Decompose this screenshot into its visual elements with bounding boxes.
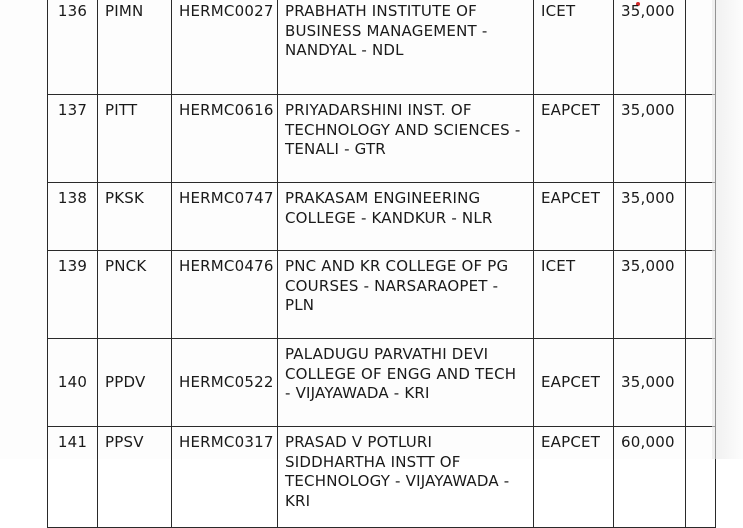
college-name: PRABHATH INSTITUTE OF BUSINESS MANAGEMENT - NANDYAL - NDL <box>278 0 534 95</box>
table-row <box>48 427 716 528</box>
hermc-code: HERMC0317 <box>172 427 278 528</box>
entrance-exam: EAPCET <box>534 183 614 251</box>
fee-amount: 35,000 <box>614 251 686 339</box>
empty-cell <box>686 183 716 251</box>
entrance-exam: EAPCET <box>534 339 614 427</box>
serial-number: 136 <box>48 0 98 95</box>
serial-number: 138 <box>48 183 98 251</box>
fee-amount: 60,000 <box>614 427 686 528</box>
table-row <box>48 183 716 251</box>
serial-number: 141 <box>48 427 98 528</box>
institute-code: PIMN <box>98 0 172 95</box>
hermc-code: HERMC0027 <box>172 0 278 95</box>
entrance-exam: ICET <box>534 0 614 95</box>
serial-number: 140 <box>48 339 98 427</box>
college-name: PRIYADARSHINI INST. OF TECHNOLOGY AND SCIENCES - TENALI - GTR <box>278 95 534 183</box>
institute-code: PPSV <box>98 427 172 528</box>
institute-code: PKSK <box>98 183 172 251</box>
serial-number: 139 <box>48 251 98 339</box>
table-row <box>48 339 716 427</box>
fee-amount: 35,000 <box>614 95 686 183</box>
table-row <box>48 0 716 95</box>
empty-cell <box>686 427 716 528</box>
fee-amount: 35,000 <box>614 339 686 427</box>
empty-cell <box>686 339 716 427</box>
table-row <box>48 95 716 183</box>
college-fee-table <box>47 0 716 528</box>
table-row <box>48 251 716 339</box>
page-edge-shadow <box>712 0 743 459</box>
fee-amount: 35,000 <box>614 0 686 95</box>
institute-code: PITT <box>98 95 172 183</box>
fee-amount: 35,000 <box>614 183 686 251</box>
entrance-exam: EAPCET <box>534 95 614 183</box>
entrance-exam: EAPCET <box>534 427 614 528</box>
college-name: PRASAD V POTLURI SIDDHARTHA INSTT OF TECHNOLOGY - VIJAYAWADA - KRI <box>278 427 534 528</box>
college-name: PALADUGU PARVATHI DEVI COLLEGE OF ENGG AND TECH - VIJAYAWADA - KRI <box>278 339 534 427</box>
college-name: PRAKASAM ENGINEERING COLLEGE - KANDKUR - NLR <box>278 183 534 251</box>
college-name: PNC AND KR COLLEGE OF PG COURSES - NARSARAOPET - PLN <box>278 251 534 339</box>
institute-code: PNCK <box>98 251 172 339</box>
empty-cell <box>686 95 716 183</box>
hermc-code: HERMC0476 <box>172 251 278 339</box>
empty-cell <box>686 0 716 95</box>
hermc-code: HERMC0747 <box>172 183 278 251</box>
empty-cell <box>686 251 716 339</box>
hermc-code: HERMC0522 <box>172 339 278 427</box>
institute-code: PPDV <box>98 339 172 427</box>
entrance-exam: ICET <box>534 251 614 339</box>
serial-number: 137 <box>48 95 98 183</box>
hermc-code: HERMC0616 <box>172 95 278 183</box>
